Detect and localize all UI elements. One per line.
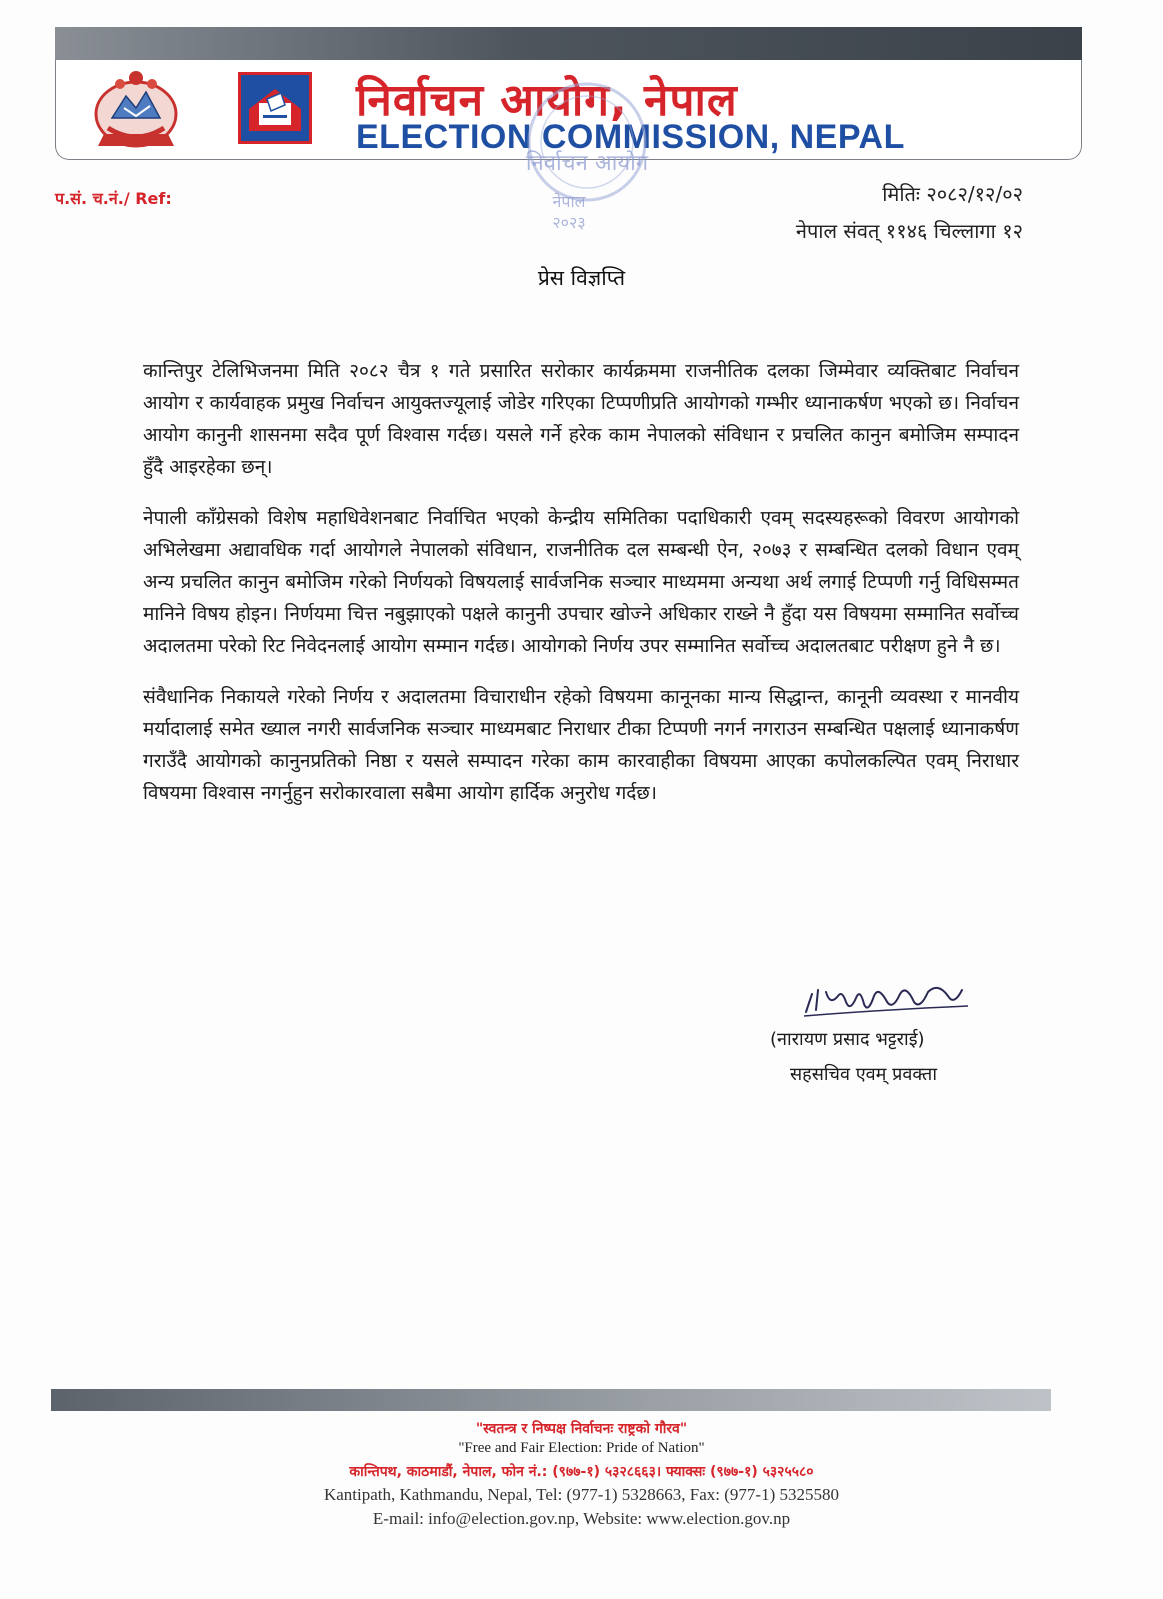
header-band (55, 27, 1082, 63)
signatory-name: (नारायण प्रसाद भट्टराई) (770, 1029, 925, 1050)
footer-band (51, 1389, 1051, 1411)
nepal-sambat-date: नेपाल संवत् ११४६ चिल्लागा १२ (795, 219, 1023, 243)
letter-body (143, 355, 1019, 828)
signatory-title: सहसचिव एवम् प्रवक्ता (790, 1064, 937, 1085)
footer-address-nepali: कान्तिपथ, काठमाडौं, नेपाल, फोन नं.: (९७७-१) ५३२८६६३। फ्याक्सः (९७७-१) ५३२५५८० (349, 1464, 814, 1480)
reference-label: प.सं. च.नं./ Ref: (55, 189, 172, 208)
footer-address-english: Kantipath, Kathmandu, Nepal, Tel: (977-1) 5328663, Fax: (977-1) 5325580 (323, 1485, 839, 1504)
stamp-text: निर्वाचन आयोग (525, 151, 649, 176)
paragraph: नेपाली काँग्रेसको विशेष महाधिवेशनबाट निर्वाचित भएको केन्द्रीय समितिका पदाधिकारी एवम् सदस्यहरूको विवरण आयोगको अभिलेखमा अद्यावधिक गर्दा आयोगले नेपालको संविधान, राजनीतिक दल सम्बन्धी ऐन, २०७३ र सम्बन्धित दलको विधान एवम् अन्य प्रचलित कानुन बमोजिम गरेको निर्णयको विषयलाई सार्वजनिक सञ्चार माध्यममा अन्यथा अर्थ लगाई टिप्पणी गर्नु विधिसम्मत मानिने विषय होइन। निर्णयमा चित्त नबुझाएको पक्षले कानुनी उपचार खोज्ने अधिकार राख्ने नै हुँदा यस विषयमा सम्मानित सर्वोच्च अदालतमा परेको रिट निवेदनलाई आयोग सम्मान गर्दछ। आयोगको निर्णय उपर सम्मानित सर्वोच्च अदालतबाट परीक्षण हुने नै छ। (143, 507, 1019, 657)
organization-name-english: ELECTION COMMISSION, NEPAL (356, 118, 905, 156)
stamp-sub-country: नेपाल (552, 192, 586, 211)
date-line: मितिः २०८२/१२/०२ (882, 182, 1023, 206)
document-title: प्रेस विज्ञप्ति (537, 266, 626, 290)
signature (798, 976, 978, 1020)
paragraph: संवैधानिक निकायले गरेको निर्णय र अदालतमा विचाराधीन रहेको विषयमा कानूनका मान्य सिद्धान्त, कानूनी व्यवस्था र मानवीय मर्यादालाई समेत ख्याल नगरी सार्वजनिक सञ्चार माध्यमबाट निराधार टीका टिप्पणी नगर्न नगराउन सम्बन्धित पक्षलाई ध्यानाकर्षण गराउँदै आयोगको कानुनप्रतिको निष्ठा र यसले सम्पादन गरेका काम कारवाहीका विषयमा आएका कपोलकल्पित एवम् निराधार विषयमा विश्वास नगर्नुहुन सरोकारवाला सबैमा आयोग हार्दिक अनुरोध गर्दछ। (143, 686, 1019, 804)
stamp-sub-year: २०२३ (552, 213, 586, 232)
organization-name-nepali: निर्वाचन आयोग, नेपाल (356, 75, 738, 126)
official-stamp (512, 72, 662, 242)
footer-motto-nepali: "स्वतन्त्र र निष्पक्ष निर्वाचनः राष्ट्रको गौरव" (475, 1421, 688, 1437)
nepal-emblem-icon (90, 68, 182, 152)
footer-motto-english: "Free and Fair Election: Pride of Nation" (458, 1440, 705, 1456)
footer-contact: E-mail: info@election.gov.np, Website: www.election.gov.np (372, 1509, 791, 1528)
election-commission-logo-icon (238, 72, 312, 144)
paragraph: कान्तिपुर टेलिभिजनमा मिति २०८२ चैत्र १ गते प्रसारित सरोकार कार्यक्रममा राजनीतिक दलका जिम्मेवार व्यक्तिबाट निर्वाचन आयोग र कार्यवाहक प्रमुख निर्वाचन आयुक्तज्यूलाई जोडेर गरिएका टिप्पणीप्रति आयोगको गम्भीर ध्यानाकर्षण भएको छ। निर्वाचन आयोग कानुनी शासनमा सदैव पूर्ण विश्वास गर्दछ। यसले गर्ने हरेक काम नेपालको संविधान र प्रचलित कानुन बमोजिम सम्पादन हुँदै आइरहेका छन्। (143, 360, 1019, 478)
